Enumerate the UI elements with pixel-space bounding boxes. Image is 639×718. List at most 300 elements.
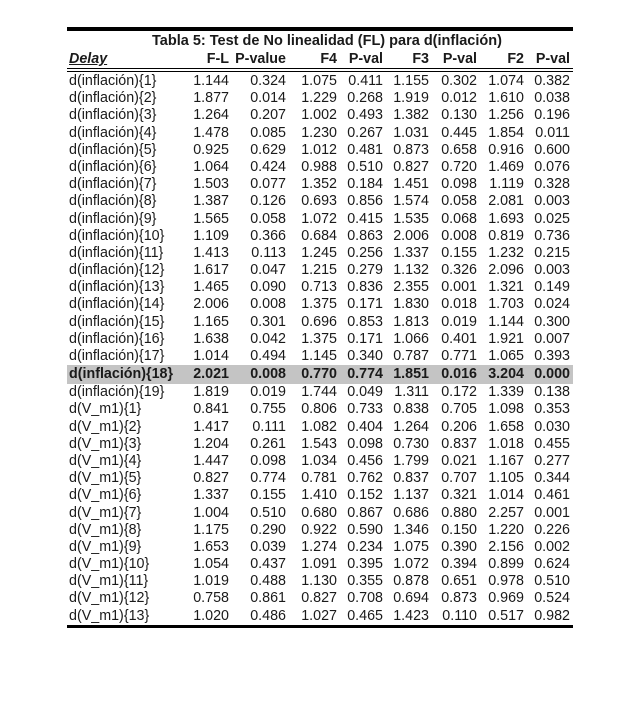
cell-p-val-f4: 0.355 [347,573,383,590]
table-row [67,262,573,279]
cell-f4: 0.806 [301,401,337,418]
cell-delay: d(inflación){15} [69,313,165,330]
cell-p-val-f2: 0.003 [534,262,570,279]
cell-f3: 1.137 [393,487,429,504]
cell-p-val-f4: 0.098 [347,435,383,452]
cell-p-val-f2: 0.196 [534,107,570,124]
cell-p-val-f2: 0.277 [534,452,570,469]
cell-f2: 2.156 [488,538,524,555]
cell-f4: 1.245 [301,244,337,261]
cell-p-val-f2: 0.076 [534,158,570,175]
cell-p-val-f3: 0.206 [441,418,477,435]
cell-p-value: 0.111 [252,418,286,435]
cell-f-l: 1.064 [193,158,229,175]
cell-delay: d(inflación){12} [69,262,165,279]
cell-p-value: 0.774 [250,470,286,487]
cell-f2: 0.517 [488,607,524,624]
cell-f2: 1.232 [488,244,524,261]
cell-p-val-f3: 0.018 [441,296,477,313]
cell-f3: 0.873 [393,141,429,158]
table-row [67,142,573,159]
cell-f4: 0.713 [301,279,337,296]
cell-p-val-f2: 0.353 [534,401,570,418]
cell-p-val-f3: 0.110 [442,607,477,624]
cell-f2: 1.018 [488,435,524,452]
table-row [67,125,573,142]
table-row [67,401,573,418]
cell-f2: 0.819 [488,227,524,244]
cell-p-val-f4: 0.774 [347,366,383,383]
cell-f2: 1.469 [488,158,524,175]
header-f2: F2 [507,51,524,67]
cell-f2: 1.703 [488,296,524,313]
cell-p-value: 0.510 [250,504,286,521]
cell-p-val-f2: 0.524 [534,590,570,607]
cell-p-val-f3: 0.155 [441,244,477,261]
cell-p-val-f3: 0.058 [441,193,477,210]
cell-f-l: 1.020 [193,607,229,624]
cell-delay: d(inflación){11} [69,244,164,261]
cell-p-val-f2: 0.149 [534,279,570,296]
cell-p-val-f2: 0.003 [534,193,570,210]
cell-p-val-f4: 0.465 [347,607,383,624]
cell-f-l: 1.054 [193,556,229,573]
cell-f2: 1.220 [488,521,524,538]
table-row [67,228,573,245]
cell-f2: 0.916 [488,141,524,158]
cell-f4: 1.091 [301,556,337,573]
cell-p-value: 0.008 [250,366,286,383]
cell-p-val-f3: 0.130 [441,107,477,124]
cell-f2: 1.065 [488,348,524,364]
cell-f3: 1.346 [393,521,429,538]
cell-f-l: 1.165 [193,313,229,330]
cell-f-l: 1.877 [193,90,229,107]
table-row [67,107,573,124]
table-row [67,436,573,453]
cell-f-l: 1.413 [193,244,229,261]
cell-p-val-f3: 0.401 [441,330,477,347]
table-bottom-rule [67,625,573,628]
table-row [67,73,573,90]
cell-p-val-f3: 0.150 [441,521,477,538]
cell-f-l: 1.004 [193,504,229,521]
cell-f-l: 1.638 [193,330,229,347]
cell-f3: 1.423 [393,607,429,624]
cell-delay: d(inflación){5} [69,141,157,158]
table-row [67,193,573,210]
cell-p-value: 0.437 [250,556,286,573]
cell-p-val-f3: 0.705 [441,401,477,418]
cell-p-val-f4: 0.184 [347,176,383,193]
table-row [67,211,573,228]
table-row [67,296,573,313]
cell-f3: 1.072 [393,556,429,573]
cell-f3: 1.132 [393,262,429,279]
cell-f3: 1.031 [393,124,429,141]
header-f4: F4 [320,51,337,67]
cell-f-l: 0.925 [193,141,229,158]
cell-p-val-f3: 0.326 [441,262,477,279]
cell-delay: d(V_m1){3} [69,435,142,452]
cell-p-value: 0.042 [250,330,286,347]
cell-p-value: 0.290 [250,521,286,538]
cell-p-val-f4: 0.152 [347,487,383,504]
cell-p-val-f3: 0.720 [441,158,477,175]
cell-f2: 1.339 [488,384,524,401]
cell-p-value: 0.090 [250,279,286,296]
cell-p-val-f2: 0.001 [534,504,570,521]
cell-delay: d(V_m1){9} [69,538,142,555]
cell-p-val-f4: 0.856 [347,193,383,210]
cell-p-val-f2: 0.344 [534,470,570,487]
cell-f3: 1.830 [393,296,429,313]
cell-f3: 2.006 [393,227,429,244]
cell-f4: 0.988 [301,158,337,175]
table-row [67,539,573,556]
cell-p-val-f4: 0.404 [347,418,383,435]
cell-f-l: 1.417 [193,418,229,435]
cell-f3: 0.694 [393,590,429,607]
cell-f-l: 2.006 [193,296,229,313]
cell-p-val-f3: 0.771 [441,348,477,364]
cell-f2: 1.167 [488,452,524,469]
cell-f2: 1.610 [488,90,524,107]
table-row [67,556,573,573]
cell-f4: 0.922 [301,521,337,538]
cell-f2: 1.256 [488,107,524,124]
cell-delay: d(V_m1){13} [69,607,150,624]
table-row [67,176,573,193]
cell-delay: d(V_m1){8} [69,521,142,538]
cell-f-l: 1.478 [193,124,229,141]
cell-f3: 1.075 [393,538,429,555]
cell-p-value: 0.755 [250,401,286,418]
cell-f2: 3.204 [488,366,524,383]
table-row [67,522,573,539]
cell-p-value: 0.261 [250,435,286,452]
header-p-val-f2: P-val [535,51,570,67]
cell-p-val-f4: 0.708 [347,590,383,607]
cell-p-value: 0.324 [250,73,286,89]
cell-p-val-f3: 0.016 [441,366,477,383]
cell-f3: 0.686 [393,504,429,521]
cell-p-val-f3: 0.390 [441,538,477,555]
cell-f2: 2.096 [488,262,524,279]
cell-p-value: 0.085 [250,124,286,141]
cell-f4: 0.770 [301,366,337,383]
cell-f3: 1.155 [393,73,429,89]
cell-p-val-f2: 0.030 [534,418,570,435]
cell-delay: d(inflación){7} [69,176,157,193]
cell-p-value: 0.113 [251,244,286,261]
cell-p-val-f4: 0.867 [347,504,383,521]
cell-p-val-f4: 0.493 [347,107,383,124]
cell-delay: d(V_m1){5} [69,470,142,487]
cell-p-value: 0.019 [250,384,286,401]
cell-delay: d(inflación){6} [69,158,157,175]
cell-delay: d(V_m1){4} [69,452,142,469]
cell-f-l: 1.144 [193,73,229,89]
cell-p-val-f3: 0.651 [441,573,477,590]
cell-p-val-f3: 0.068 [441,210,477,227]
header-p-val-f3: P-val [442,51,477,67]
cell-p-val-f4: 0.171 [347,296,383,313]
cell-f2: 0.978 [488,573,524,590]
cell-p-value: 0.008 [250,296,286,313]
cell-f4: 1.082 [301,418,337,435]
table-row [67,348,573,365]
cell-p-value: 0.629 [250,141,286,158]
cell-p-val-f4: 0.171 [347,330,383,347]
cell-f4: 1.027 [301,607,337,624]
cell-p-val-f2: 0.300 [534,313,570,330]
cell-p-value: 0.077 [250,176,286,193]
table-row [67,453,573,470]
cell-p-val-f2: 0.510 [534,573,570,590]
cell-f-l: 1.204 [193,435,229,452]
cell-p-val-f4: 0.395 [347,556,383,573]
cell-p-value: 0.301 [250,313,286,330]
cell-f3: 1.337 [393,244,429,261]
cell-delay: d(inflación){17} [69,348,165,364]
cell-p-val-f4: 0.510 [347,158,383,175]
cell-f4: 1.072 [301,210,337,227]
cell-p-val-f2: 0.138 [534,384,570,401]
table-caption: Tabla 5: Test de No linealidad (FL) para d(inflación) [152,33,502,49]
cell-p-val-f3: 0.302 [441,73,477,89]
table-row [67,159,573,176]
cell-f-l: 1.447 [193,452,229,469]
cell-delay: d(inflación){14} [69,296,165,313]
cell-f4: 1.274 [301,538,337,555]
cell-f4: 1.543 [301,435,337,452]
cell-f3: 1.813 [393,313,429,330]
cell-p-val-f4: 0.279 [347,262,383,279]
cell-delay: d(inflación){13} [69,279,165,296]
cell-f2: 1.921 [488,330,524,347]
cell-delay: d(inflación){9} [69,210,157,227]
table-body [67,72,573,625]
cell-p-val-f3: 0.012 [441,90,477,107]
cell-f3: 0.787 [393,348,429,364]
cell-f4: 1.002 [301,107,337,124]
cell-f-l: 1.337 [193,487,229,504]
cell-p-val-f3: 0.880 [441,504,477,521]
cell-f3: 1.382 [393,107,429,124]
cell-f2: 1.098 [488,401,524,418]
cell-f4: 1.230 [301,124,337,141]
cell-f4: 1.744 [301,384,337,401]
cell-f2: 2.257 [488,504,524,521]
cell-f2: 1.119 [489,176,524,193]
cell-p-val-f2: 0.328 [534,176,570,193]
cell-p-value: 0.424 [250,158,286,175]
cell-f4: 0.827 [301,590,337,607]
cell-p-val-f3: 0.021 [441,452,477,469]
cell-f3: 0.838 [393,401,429,418]
cell-f3: 1.066 [393,330,429,347]
cell-f2: 0.899 [488,556,524,573]
cell-p-val-f3: 0.172 [441,384,477,401]
cell-p-val-f4: 0.411 [348,73,383,89]
table-row [67,470,573,487]
cell-f3: 0.878 [393,573,429,590]
cell-f4: 0.680 [301,504,337,521]
cell-p-val-f3: 0.321 [441,487,477,504]
cell-p-val-f4: 0.590 [347,521,383,538]
cell-f3: 1.919 [393,90,429,107]
table-row [67,90,573,107]
cell-p-val-f2: 0.982 [534,607,570,624]
cell-p-value: 0.126 [250,193,286,210]
cell-p-val-f3: 0.658 [441,141,477,158]
cell-f4: 1.375 [301,296,337,313]
cell-f3: 1.799 [393,452,429,469]
cell-f3: 1.535 [393,210,429,227]
cell-p-val-f2: 0.226 [534,521,570,538]
table-row-highlighted [67,365,573,384]
cell-f-l: 1.617 [193,262,229,279]
cell-f4: 1.215 [301,262,337,279]
cell-p-val-f4: 0.853 [347,313,383,330]
cell-f4: 0.696 [301,313,337,330]
cell-f3: 1.451 [393,176,429,193]
cell-p-val-f4: 0.415 [347,210,383,227]
cell-p-val-f3: 0.098 [441,176,477,193]
cell-p-val-f3: 0.707 [441,470,477,487]
cell-p-value: 0.047 [250,262,286,279]
cell-p-value: 0.486 [250,607,286,624]
cell-p-val-f2: 0.736 [534,227,570,244]
cell-f4: 0.693 [301,193,337,210]
cell-f-l: 1.653 [193,538,229,555]
header-f3: F3 [412,51,429,67]
table-row [67,279,573,296]
cell-p-val-f2: 0.024 [534,296,570,313]
cell-f-l: 1.109 [193,227,229,244]
cell-p-value: 0.366 [250,227,286,244]
cell-p-val-f3: 0.394 [441,556,477,573]
cell-p-value: 0.861 [250,590,286,607]
cell-p-val-f4: 0.836 [347,279,383,296]
cell-p-val-f4: 0.267 [347,124,383,141]
cell-p-value: 0.155 [250,487,286,504]
cell-p-value: 0.494 [250,348,286,364]
cell-p-val-f2: 0.600 [534,141,570,158]
cell-f-l: 1.175 [193,521,229,538]
table-top-rule [67,27,573,31]
cell-f3: 2.355 [393,279,429,296]
cell-f4: 1.075 [301,73,337,89]
cell-f-l: 1.019 [193,573,229,590]
cell-delay: d(V_m1){7} [69,504,142,521]
cell-f3: 1.851 [393,366,429,383]
cell-f2: 0.969 [488,590,524,607]
cell-f2: 2.081 [488,193,524,210]
cell-delay: d(inflación){10} [69,227,165,244]
cell-f4: 1.145 [301,348,337,364]
cell-f4: 1.410 [301,487,337,504]
cell-f4: 1.229 [301,90,337,107]
cell-f4: 0.781 [301,470,337,487]
cell-f-l: 1.387 [193,193,229,210]
cell-p-val-f2: 0.393 [534,348,570,364]
cell-f-l: 0.841 [193,401,229,418]
cell-f2: 1.658 [488,418,524,435]
cell-delay: d(V_m1){12} [69,590,150,607]
cell-f3: 0.837 [393,470,429,487]
cell-f3: 0.730 [393,435,429,452]
cell-f4: 1.375 [301,330,337,347]
cell-f2: 1.074 [488,73,524,89]
cell-p-val-f4: 0.340 [347,348,383,364]
cell-delay: d(V_m1){6} [69,487,142,504]
cell-f3: 1.574 [393,193,429,210]
cell-delay: d(V_m1){10} [69,556,150,573]
cell-f-l: 1.565 [193,210,229,227]
cell-delay: d(inflación){16} [69,330,165,347]
table-row [67,331,573,348]
cell-delay: d(inflación){19} [69,384,165,401]
cell-f2: 1.854 [488,124,524,141]
cell-p-val-f3: 0.008 [441,227,477,244]
cell-p-val-f2: 0.038 [534,90,570,107]
cell-p-val-f2: 0.461 [534,487,570,504]
header-p-val-f4: P-val [348,51,383,67]
cell-f4: 1.034 [301,452,337,469]
cell-delay: d(V_m1){2} [69,418,142,435]
cell-delay: d(V_m1){1} [69,401,142,418]
cell-f2: 1.105 [488,470,524,487]
table-row [67,314,573,331]
cell-p-value: 0.014 [250,90,286,107]
cell-f2: 1.014 [488,487,524,504]
cell-p-val-f4: 0.268 [347,90,383,107]
cell-p-val-f4: 0.256 [347,244,383,261]
cell-p-val-f2: 0.000 [534,366,570,383]
cell-f-l: 1.264 [193,107,229,124]
cell-p-val-f4: 0.863 [347,227,383,244]
results-table [67,27,573,628]
table-row [67,384,573,401]
table-row [67,245,573,262]
cell-delay: d(inflación){18} [69,366,174,383]
cell-delay: d(inflación){2} [69,90,157,107]
cell-delay: d(inflación){8} [69,193,157,210]
cell-p-val-f2: 0.624 [534,556,570,573]
cell-p-val-f2: 0.011 [535,124,570,141]
cell-p-val-f3: 0.837 [441,435,477,452]
cell-p-value: 0.058 [250,210,286,227]
cell-f-l: 1.503 [193,176,229,193]
cell-f2: 1.693 [488,210,524,227]
table-row [67,505,573,522]
table-row [67,608,573,625]
cell-f3: 0.827 [393,158,429,175]
cell-p-val-f2: 0.215 [534,244,570,261]
cell-p-val-f4: 0.481 [347,141,383,158]
cell-f3: 1.264 [393,418,429,435]
cell-p-value: 0.488 [250,573,286,590]
cell-p-val-f4: 0.049 [347,384,383,401]
cell-f2: 1.321 [488,279,524,296]
cell-p-val-f3: 0.873 [441,590,477,607]
cell-p-value: 0.207 [250,107,286,124]
cell-p-val-f2: 0.455 [534,435,570,452]
cell-p-value: 0.039 [250,538,286,555]
cell-f3: 1.311 [394,384,429,401]
